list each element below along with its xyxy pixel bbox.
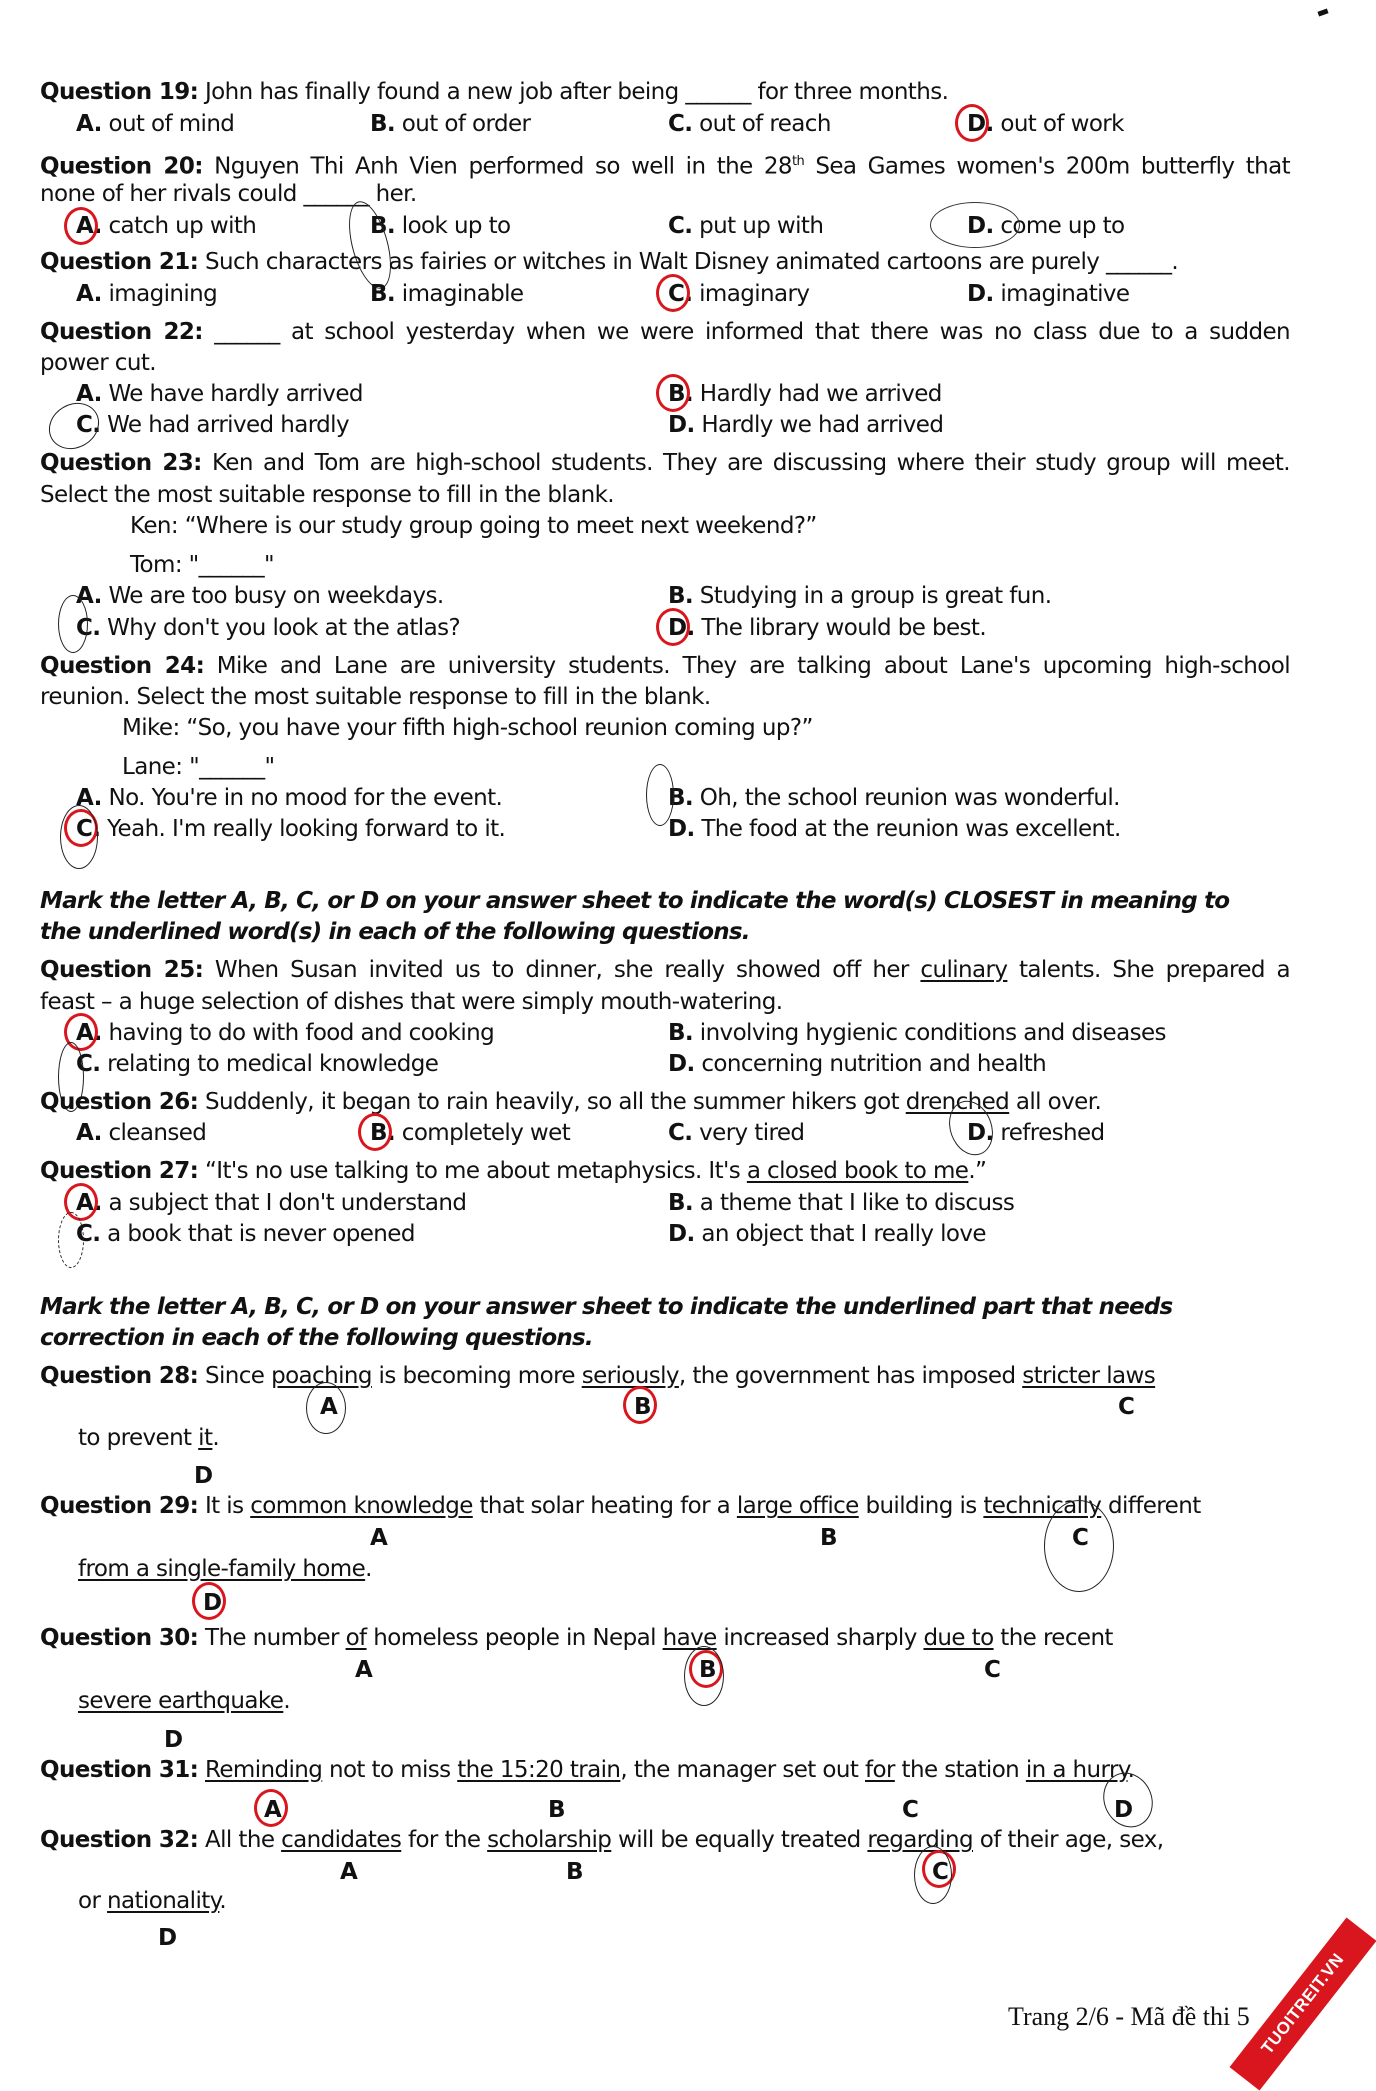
question-19-stem bbox=[40, 78, 948, 106]
option-letter: B. bbox=[370, 111, 396, 137]
question-text: John has finally found a new job after being ______ for three months. bbox=[198, 79, 949, 105]
option-letter: A. bbox=[76, 213, 102, 239]
question-text: not to miss bbox=[322, 1757, 458, 1783]
question-text: the station bbox=[894, 1757, 1026, 1783]
option-letter: D. bbox=[967, 213, 994, 239]
question-text: It is bbox=[198, 1493, 251, 1519]
option-text: involving hygienic conditions and diseases bbox=[693, 1020, 1166, 1046]
option-letter: C. bbox=[76, 1221, 101, 1247]
question-text: Mike and Lane are university students. They are talking about Lane's upcoming high-school bbox=[204, 653, 1290, 679]
option-text: The library would be best. bbox=[694, 615, 987, 641]
answer-circle bbox=[254, 1789, 288, 1827]
question-text: , the government has imposed bbox=[678, 1363, 1023, 1389]
answer-circle bbox=[192, 1582, 226, 1620]
question-text: Sea Games women's 200m butterfly that bbox=[804, 153, 1291, 180]
question-label: Question 24: bbox=[40, 653, 205, 679]
question-text: All the bbox=[198, 1827, 282, 1853]
option-b[interactable] bbox=[370, 280, 523, 308]
option-text: relating to medical knowledge bbox=[100, 1051, 439, 1077]
option-letter: C. bbox=[668, 111, 693, 137]
option-letter: B. bbox=[370, 1120, 396, 1146]
question-text bbox=[198, 1757, 205, 1783]
option-letter: C. bbox=[668, 1120, 693, 1146]
option-letter: C. bbox=[668, 213, 693, 239]
option-text: The food at the reunion was excellent. bbox=[694, 816, 1121, 842]
option-letter: D. bbox=[668, 412, 695, 438]
option-letter: D. bbox=[668, 615, 695, 641]
question-30-stem bbox=[40, 1624, 1113, 1652]
question-28-stem bbox=[40, 1362, 1155, 1390]
option-text: out of work bbox=[993, 111, 1124, 137]
part-letter-b[interactable]: B bbox=[699, 1657, 717, 1683]
question-26-stem bbox=[40, 1088, 1101, 1116]
underlined-word: culinary bbox=[920, 957, 1008, 983]
option-letter: D. bbox=[967, 281, 994, 307]
question-28-line2 bbox=[78, 1424, 219, 1452]
option-b[interactable] bbox=[370, 110, 530, 138]
option-b[interactable] bbox=[668, 582, 1051, 610]
page-footer: Trang 2/6 - Mã đề thi 5 bbox=[1008, 2002, 1250, 2031]
option-b[interactable] bbox=[370, 212, 511, 240]
part-letter-c[interactable]: C bbox=[902, 1797, 919, 1823]
underlined-part-c: for bbox=[865, 1757, 895, 1783]
option-letter: B. bbox=[370, 213, 396, 239]
question-24-stem bbox=[40, 652, 1290, 680]
question-text: . bbox=[212, 1425, 220, 1451]
option-text: a book that is never opened bbox=[100, 1221, 415, 1247]
option-a[interactable] bbox=[76, 582, 444, 610]
option-c[interactable] bbox=[76, 411, 349, 439]
option-c[interactable] bbox=[668, 110, 831, 138]
option-text: very tired bbox=[692, 1120, 805, 1146]
underlined-part-a: Reminding bbox=[205, 1757, 323, 1783]
underlined-part-b: the 15:20 train bbox=[457, 1757, 621, 1783]
question-text: building is bbox=[858, 1493, 984, 1519]
section-instruction: correction in each of the following questions. bbox=[40, 1325, 593, 1351]
section-instruction: Mark the letter A, B, C, or D on your answer sheet to indicate the underlined part that needs bbox=[40, 1294, 1173, 1320]
option-letter: B. bbox=[370, 281, 396, 307]
option-letter: C. bbox=[76, 412, 101, 438]
option-letter: D. bbox=[967, 1120, 994, 1146]
question-31-stem bbox=[40, 1756, 1134, 1784]
question-text: The number bbox=[198, 1625, 346, 1651]
question-label: Question 30: bbox=[40, 1625, 199, 1651]
pen-mark bbox=[1044, 1500, 1114, 1592]
part-letter-b[interactable]: B bbox=[634, 1394, 652, 1420]
question-text: Nguyen Thi Anh Vien performed so well in the 28 bbox=[202, 153, 792, 180]
option-letter: A. bbox=[76, 785, 102, 811]
underlined-part-b: scholarship bbox=[487, 1827, 612, 1853]
answer-circle bbox=[955, 104, 989, 142]
option-letter: D. bbox=[967, 111, 994, 137]
option-text: having to do with food and cooking bbox=[101, 1020, 495, 1046]
option-text: imagining bbox=[101, 281, 218, 307]
pen-mark bbox=[684, 1646, 724, 1706]
question-25-stem bbox=[40, 956, 1290, 984]
underlined-part-d: severe earthquake bbox=[78, 1688, 284, 1714]
underlined-word: drenched bbox=[905, 1089, 1010, 1115]
pen-mark bbox=[58, 595, 88, 653]
section-instruction: the underlined word(s) in each of the following questions. bbox=[40, 919, 750, 945]
option-c[interactable] bbox=[668, 212, 823, 240]
option-text: out of order bbox=[395, 111, 531, 137]
question-text: ______ at school yesterday when we were informed that there was no class due to a sudden bbox=[202, 319, 1291, 345]
question-29-line2 bbox=[78, 1555, 372, 1583]
pen-mark bbox=[930, 202, 1020, 248]
option-letter: A. bbox=[76, 583, 102, 609]
dialog-line: Mike: “So, you have your fifth high-school reunion coming up?” bbox=[122, 715, 813, 741]
pen-mark bbox=[306, 1382, 346, 1434]
option-a[interactable] bbox=[76, 110, 234, 138]
underlined-part-d: nationality bbox=[107, 1888, 220, 1914]
question-22-stem bbox=[40, 318, 1290, 346]
part-letter-d[interactable]: D bbox=[158, 1925, 178, 1951]
question-text: is becoming more bbox=[371, 1363, 582, 1389]
option-letter: A. bbox=[76, 381, 102, 407]
underlined-part-c: regarding bbox=[867, 1827, 974, 1853]
part-letter-c[interactable]: C bbox=[932, 1859, 949, 1885]
option-text: out of mind bbox=[101, 111, 235, 137]
part-letter-a[interactable]: A bbox=[355, 1657, 373, 1683]
option-text: cleansed bbox=[101, 1120, 207, 1146]
question-text: . bbox=[219, 1888, 227, 1914]
part-letter-d[interactable]: D bbox=[164, 1727, 184, 1753]
option-text: out of reach bbox=[692, 111, 831, 137]
underlined-part-d: in a hurry bbox=[1025, 1757, 1128, 1783]
question-text: Since bbox=[198, 1363, 272, 1389]
underlined-part-c: stricter laws bbox=[1022, 1363, 1156, 1389]
question-text: . bbox=[1127, 1757, 1135, 1783]
question-text: talents. She prepared a bbox=[1007, 957, 1291, 983]
question-text: When Susan invited us to dinner, she really showed off her bbox=[203, 957, 921, 983]
option-c[interactable] bbox=[76, 815, 505, 843]
underlined-part-a: candidates bbox=[281, 1827, 402, 1853]
question-29-stem bbox=[40, 1492, 1201, 1520]
question-text-line2: feast – a huge selection of dishes that were simply mouth-watering. bbox=[40, 989, 783, 1015]
part-letter-b[interactable]: B bbox=[820, 1525, 838, 1551]
question-text-line2: reunion. Select the most suitable response to fill in the blank. bbox=[40, 684, 711, 710]
option-text: put up with bbox=[692, 213, 824, 239]
option-letter: B. bbox=[668, 381, 694, 407]
question-text: “It's no use talking to me about metaphysics. It's bbox=[198, 1158, 747, 1184]
option-b[interactable] bbox=[668, 1189, 1014, 1217]
option-letter: B. bbox=[668, 1190, 694, 1216]
watermark-ribbon: TUOITREIT.VN bbox=[1230, 1917, 1376, 2090]
scan-speck bbox=[1317, 8, 1328, 16]
question-label: Question 21: bbox=[40, 249, 199, 275]
part-letter-d[interactable]: D bbox=[203, 1590, 223, 1616]
option-b[interactable] bbox=[370, 1119, 570, 1147]
question-label: Question 29: bbox=[40, 1493, 199, 1519]
option-a[interactable] bbox=[76, 1119, 206, 1147]
option-d[interactable] bbox=[668, 614, 986, 642]
underlined-part-a: of bbox=[345, 1625, 367, 1651]
option-a[interactable] bbox=[76, 212, 256, 240]
answer-circle bbox=[64, 207, 98, 245]
part-letter-b[interactable]: B bbox=[566, 1859, 584, 1885]
question-text: or bbox=[78, 1888, 108, 1914]
underlined-part-d: from a single-family home bbox=[78, 1556, 366, 1582]
option-d[interactable] bbox=[967, 280, 1129, 308]
option-letter: B. bbox=[668, 583, 694, 609]
option-text: Yeah. I'm really looking forward to it. bbox=[100, 816, 506, 842]
dialog-line: Ken: “Where is our study group going to meet next weekend?” bbox=[130, 513, 817, 539]
option-text: a theme that I like to discuss bbox=[693, 1190, 1015, 1216]
question-label: Question 22: bbox=[40, 319, 203, 345]
question-text-line2: power cut. bbox=[40, 350, 156, 376]
question-label: Question 27: bbox=[40, 1158, 199, 1184]
question-text: . bbox=[365, 1556, 372, 1582]
pen-mark bbox=[646, 764, 674, 826]
option-a[interactable] bbox=[76, 1019, 494, 1047]
answer-circle bbox=[358, 1113, 392, 1151]
option-letter: D. bbox=[668, 1221, 695, 1247]
underlined-part-c: technically bbox=[983, 1493, 1102, 1519]
underlined-phrase: a closed book to me bbox=[746, 1158, 969, 1184]
option-b[interactable] bbox=[668, 784, 1120, 812]
part-letter-a[interactable]: A bbox=[370, 1525, 388, 1551]
dialog-line: Lane: "______" bbox=[122, 754, 275, 780]
question-label: Question 19: bbox=[40, 79, 199, 105]
question-text-line2: Select the most suitable response to fill in the blank. bbox=[40, 482, 615, 508]
question-32-line2 bbox=[78, 1887, 226, 1915]
option-d[interactable] bbox=[668, 411, 943, 439]
question-text: , the manager set out bbox=[620, 1757, 866, 1783]
option-d[interactable] bbox=[668, 1050, 1046, 1078]
option-text: concerning nutrition and health bbox=[694, 1051, 1047, 1077]
question-text: Suddenly, it began to rain heavily, so all the summer hikers got bbox=[198, 1089, 906, 1115]
dialog-line: Tom: "______" bbox=[130, 552, 275, 578]
option-letter: C. bbox=[76, 1051, 101, 1077]
option-letter: C. bbox=[76, 615, 101, 641]
option-letter: A. bbox=[76, 111, 102, 137]
option-letter: D. bbox=[668, 816, 695, 842]
part-letter-b[interactable]: B bbox=[548, 1797, 566, 1823]
question-label: Question 25: bbox=[40, 957, 204, 983]
option-text: look up to bbox=[395, 213, 511, 239]
underlined-part-b: large office bbox=[736, 1493, 859, 1519]
option-text: We are too busy on weekdays. bbox=[101, 583, 444, 609]
option-letter: A. bbox=[76, 1020, 102, 1046]
part-letter-c[interactable]: C bbox=[1118, 1394, 1135, 1420]
question-text: the recent bbox=[993, 1625, 1113, 1651]
section-instruction: Mark the letter A, B, C, or D on your answer sheet to indicate the word(s) CLOSEST in meaning to bbox=[40, 888, 1230, 914]
option-text: a subject that I don't understand bbox=[101, 1190, 467, 1216]
option-text: an object that I really love bbox=[694, 1221, 986, 1247]
answer-circle bbox=[656, 608, 690, 646]
question-text: will be equally treated bbox=[611, 1827, 868, 1853]
question-21-stem bbox=[40, 248, 1178, 276]
option-a[interactable] bbox=[76, 1189, 466, 1217]
option-c[interactable] bbox=[76, 614, 460, 642]
part-letter-d[interactable]: D bbox=[194, 1463, 214, 1489]
option-a[interactable] bbox=[76, 784, 502, 812]
underlined-part-a: poaching bbox=[271, 1363, 372, 1389]
option-text: Oh, the school reunion was wonderful. bbox=[693, 785, 1120, 811]
question-label: Question 20: bbox=[40, 153, 203, 180]
question-20-stem bbox=[40, 148, 1290, 181]
underlined-part-b: have bbox=[662, 1625, 717, 1651]
question-text: homeless people in Nepal bbox=[366, 1625, 663, 1651]
part-letter-c[interactable]: C bbox=[984, 1657, 1001, 1683]
question-text: of their age, sex, bbox=[973, 1827, 1164, 1853]
option-a[interactable] bbox=[76, 280, 217, 308]
option-text: catch up with bbox=[101, 213, 257, 239]
option-text: Hardly had we arrived bbox=[693, 381, 942, 407]
option-text: Studying in a group is great fun. bbox=[693, 583, 1052, 609]
question-27-stem bbox=[40, 1157, 986, 1185]
part-letter-d[interactable]: D bbox=[1114, 1797, 1134, 1823]
option-letter: B. bbox=[668, 1020, 694, 1046]
question-text: .” bbox=[968, 1158, 987, 1184]
option-text: No. You're in no mood for the event. bbox=[101, 785, 503, 811]
option-text: completely wet bbox=[395, 1120, 571, 1146]
question-text: increased sharply bbox=[716, 1625, 924, 1651]
answer-circle bbox=[623, 1386, 657, 1424]
option-letter: D. bbox=[668, 1051, 695, 1077]
part-letter-c[interactable]: C bbox=[1072, 1525, 1089, 1551]
option-text: We had arrived hardly bbox=[100, 412, 349, 438]
option-letter: A. bbox=[76, 1190, 102, 1216]
option-letter: A. bbox=[76, 1120, 102, 1146]
pen-mark bbox=[914, 1846, 952, 1904]
question-text: to prevent bbox=[78, 1425, 199, 1451]
question-32-stem bbox=[40, 1826, 1163, 1854]
question-text: Ken and Tom are high-school students. They are discussing where their study group will meet. bbox=[201, 450, 1291, 476]
option-letter: C. bbox=[668, 281, 693, 307]
option-text: We have hardly arrived bbox=[101, 381, 363, 407]
option-c[interactable] bbox=[668, 1119, 804, 1147]
question-30-line2 bbox=[78, 1687, 290, 1715]
question-label: Question 23: bbox=[40, 450, 202, 476]
part-letter-a[interactable]: A bbox=[320, 1394, 338, 1420]
pen-mark bbox=[58, 1212, 84, 1268]
option-text: Hardly we had arrived bbox=[694, 412, 944, 438]
question-label: Question 32: bbox=[40, 1827, 199, 1853]
part-letter-a[interactable]: A bbox=[340, 1859, 358, 1885]
question-label: Question 28: bbox=[40, 1363, 199, 1389]
question-text: all over. bbox=[1009, 1089, 1102, 1115]
option-d[interactable] bbox=[668, 1220, 986, 1248]
superscript: th bbox=[791, 154, 805, 169]
option-letter: B. bbox=[668, 785, 694, 811]
underlined-part-d: it bbox=[198, 1425, 213, 1451]
question-text: Such characters as fairies or witches in Walt Disney animated cartoons are purely ______. bbox=[198, 249, 1179, 275]
option-text: imaginable bbox=[395, 281, 524, 307]
underlined-part-b: seriously bbox=[581, 1363, 679, 1389]
option-b[interactable] bbox=[668, 380, 942, 408]
option-b[interactable] bbox=[668, 1019, 1166, 1047]
option-letter: A. bbox=[76, 281, 102, 307]
question-23-stem bbox=[40, 449, 1290, 477]
option-c[interactable] bbox=[76, 1220, 415, 1248]
question-text: for the bbox=[401, 1827, 488, 1853]
option-text: Why don't you look at the atlas? bbox=[100, 615, 461, 641]
answer-circle bbox=[656, 374, 690, 412]
underlined-part-a: common knowledge bbox=[250, 1493, 473, 1519]
question-label: Question 31: bbox=[40, 1757, 199, 1783]
option-text: refreshed bbox=[993, 1120, 1105, 1146]
option-text: imaginative bbox=[993, 281, 1130, 307]
question-text-line2: none of her rivals could ______ her. bbox=[40, 181, 417, 207]
option-d[interactable] bbox=[668, 815, 1121, 843]
pen-mark bbox=[60, 805, 101, 869]
option-d[interactable] bbox=[967, 110, 1124, 138]
part-letter-a[interactable]: A bbox=[264, 1797, 282, 1823]
answer-circle bbox=[656, 274, 693, 312]
option-letter: C. bbox=[76, 816, 101, 842]
option-c[interactable] bbox=[76, 1050, 438, 1078]
question-text: that solar heating for a bbox=[472, 1493, 737, 1519]
option-text: imaginary bbox=[692, 281, 810, 307]
question-text: different bbox=[1101, 1493, 1201, 1519]
question-text: . bbox=[283, 1688, 291, 1714]
question-label: Question 26: bbox=[40, 1089, 199, 1115]
option-a[interactable] bbox=[76, 380, 363, 408]
option-text: come up to bbox=[993, 213, 1125, 239]
underlined-part-c: due to bbox=[923, 1625, 994, 1651]
